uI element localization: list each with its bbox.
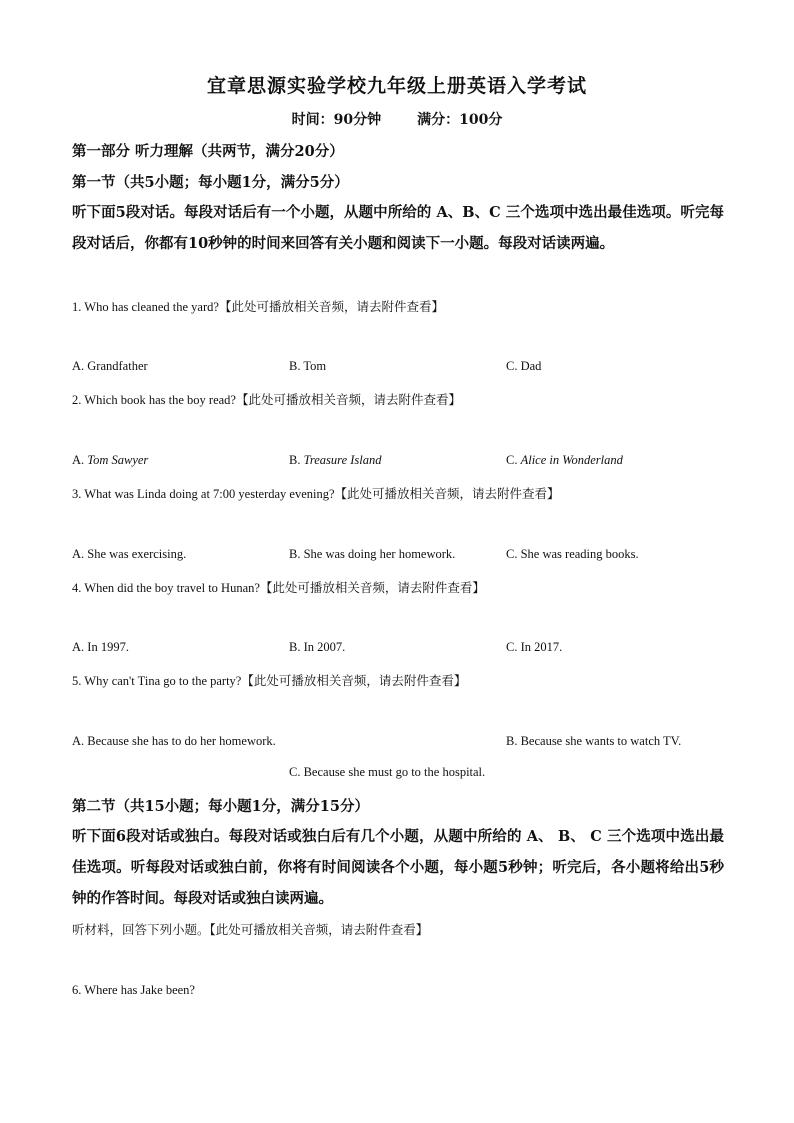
book-title: Alice in Wonderland bbox=[520, 453, 623, 467]
part1-heading: 第一部分 听力理解（共两节，满分20分） bbox=[72, 143, 344, 160]
option-a: A. In 1997. bbox=[72, 640, 129, 654]
question-2 bbox=[72, 390, 732, 408]
question-1 bbox=[72, 297, 732, 315]
question-6: 6. Where has Jake been? bbox=[72, 983, 195, 997]
audio-link[interactable]: 【此处可播放相关音频，请去附件查看】 bbox=[241, 673, 467, 688]
option-a: A. She was exercising. bbox=[72, 547, 187, 561]
option-a: A. Grandfather bbox=[72, 359, 148, 373]
book-title: Tom Sawyer bbox=[87, 453, 149, 467]
question-1-stem: 1. Who has cleaned the yard? bbox=[72, 300, 219, 314]
exam-meta bbox=[0, 109, 794, 129]
option-b: B. Tom bbox=[289, 359, 327, 373]
audio-link[interactable]: 【此处可播放相关音频，请去附件查看】 bbox=[209, 922, 429, 937]
audio-link[interactable]: 【此处可播放相关音频，请去附件查看】 bbox=[259, 580, 485, 595]
section1-instructions: 听下面5段对话。每段对话后有一个小题，从题中所给的 A、B、C 三个选项中选出最佳选项。听完每段对话后，你都有10秒钟的时间来回答有关小题和阅读下一小题。每段对话读两遍。 bbox=[72, 204, 724, 252]
question-4-stem: 4. When did the boy travel to Hunan? bbox=[72, 581, 260, 595]
book-title: Treasure Island bbox=[303, 453, 382, 467]
exam-score: 满分：100分 bbox=[417, 112, 503, 128]
audio-link[interactable]: 【此处可播放相关音频，请去附件查看】 bbox=[334, 486, 560, 501]
option-letter: A. bbox=[72, 453, 88, 467]
section1-heading: 第一节（共5小题；每小题1分，满分5分） bbox=[72, 174, 349, 191]
option-b: B. Because she wants to watch TV. bbox=[506, 734, 682, 748]
option-b bbox=[289, 453, 382, 468]
option-letter: B. bbox=[289, 453, 304, 467]
option-c: C. In 2017. bbox=[506, 640, 563, 654]
section2-instructions: 听下面6段对话或独白。每段对话或独白后有几个小题，从题中所给的 A、 B、 C 三个选项中选出最佳选项。听每段对话或独白前，你将有时间阅读各个小题，每小题5秒钟；听完后，各小题将给出5秒钟的作答时间。每段对话或独白读两遍。 bbox=[72, 828, 724, 907]
question-5 bbox=[72, 671, 732, 689]
question-3-stem: 3. What was Linda doing at 7:00 yesterday evening? bbox=[72, 487, 335, 501]
question-3 bbox=[72, 484, 732, 502]
option-c bbox=[506, 453, 623, 468]
listen-prompt bbox=[72, 920, 732, 938]
audio-link[interactable]: 【此处可播放相关音频，请去附件查看】 bbox=[235, 392, 461, 407]
question-2-stem: 2. Which book has the boy read? bbox=[72, 393, 236, 407]
question-5-stem: 5. Why can't Tina go to the party? bbox=[72, 674, 242, 688]
listen-prompt-text: 听材料，回答下列小题。 bbox=[72, 922, 210, 937]
option-c: C. Dad bbox=[506, 359, 542, 373]
exam-title: 宜章思源实验学校九年级上册英语入学考试 bbox=[206, 75, 587, 97]
question-4 bbox=[72, 578, 732, 596]
section2-heading: 第二节（共15小题；每小题1分，满分15分） bbox=[72, 798, 369, 815]
exam-time: 时间：90分钟 bbox=[291, 112, 382, 128]
option-letter: C. bbox=[506, 453, 521, 467]
option-b: B. She was doing her homework. bbox=[289, 547, 456, 561]
audio-link[interactable]: 【此处可播放相关音频，请去附件查看】 bbox=[218, 299, 444, 314]
option-a: A. Because she has to do her homework. bbox=[72, 734, 276, 748]
option-c: C. She was reading books. bbox=[506, 547, 639, 561]
option-c: C. Because she must go to the hospital. bbox=[289, 765, 486, 779]
option-a bbox=[72, 453, 148, 468]
option-b: B. In 2007. bbox=[289, 640, 346, 654]
